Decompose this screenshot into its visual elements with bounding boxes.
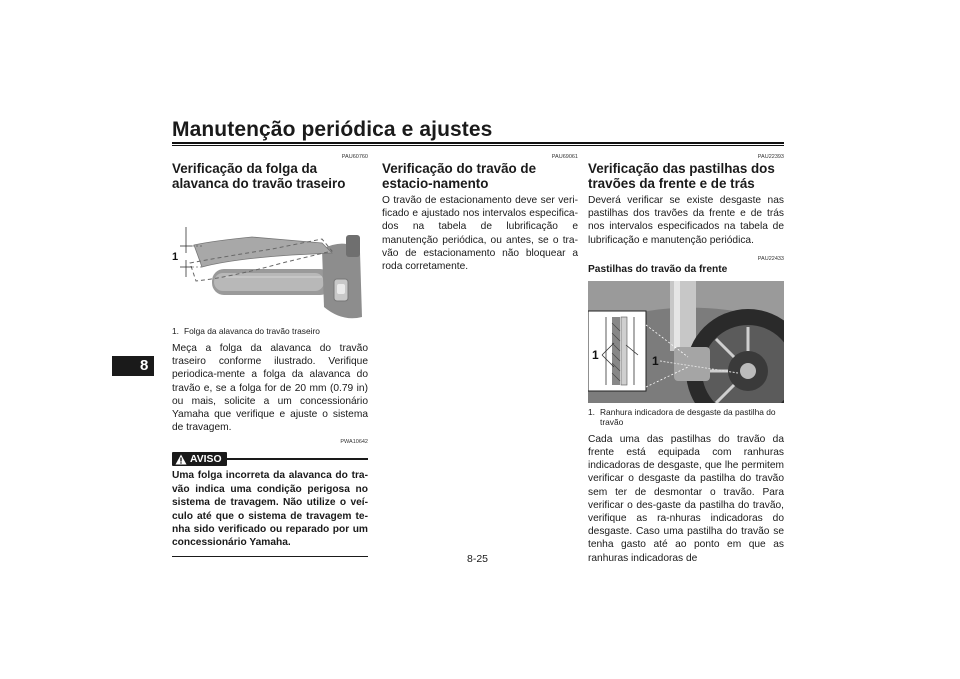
subsection-heading: Pastilhas do travão da frente [588, 263, 728, 275]
warning-triangle-icon [175, 454, 187, 465]
title-rule [172, 142, 784, 144]
reference-code: PAU22393 [757, 154, 784, 160]
section-heading: Verificação da folga da alavanca do travão traseiro [172, 161, 346, 191]
section-heading: Verificação do travão de estacio-namento [382, 161, 537, 191]
column-brake-pads [588, 153, 784, 565]
notice-code: PWA10642 [340, 439, 368, 446]
subsection-code: PAU22433 [757, 255, 784, 262]
reference-code: PAU69061 [551, 154, 578, 160]
reference-code: PAU60760 [341, 154, 368, 160]
caption-text: Folga da alavanca do travão traseiro [184, 326, 320, 336]
brake-lever-illustration [172, 197, 368, 322]
title-rule-thin [172, 145, 784, 146]
notice-header [172, 452, 368, 466]
figure-caption [172, 326, 368, 336]
notice-end-rule [172, 556, 368, 557]
figure-caption [588, 407, 784, 427]
column-parking-brake [382, 153, 578, 273]
body-paragraph: Deverá verificar se existe desgaste nas pastilhas dos travões da frente e de trás nos intervalos especificados na tabela de lubrificação e manutenção periódica. [588, 195, 784, 246]
body-paragraph: Meça a folga da alavanca do travão traseiro conforme ilustrado. Verifique periodica-mente a folga da alavanca do travão e, se a folga for de 20 mm (0.79 in) ou mais, solicite a um concessionário Yamaha que verifique e ajuste o sistema de travagem. [172, 343, 368, 434]
section-heading: Verificação das pastilhas dos travões da frente e de trás [588, 161, 775, 191]
page-title: Manutenção periódica e ajustes [172, 118, 493, 141]
figure-callout-left: 1 [592, 347, 599, 362]
caption-number: 1. [172, 326, 179, 336]
body-paragraph-2: Cada uma das pastilhas do travão da frente está equipada com ranhuras indicadoras de desgaste, que lhe permitem verificar o desgaste da pastilha do travão sem ter de desmontar o travão. Para verificar o des-gaste da pastilha do travão, verifique as ra-nhuras indicadoras do desgaste. Caso uma pastilha do travão se tenha gasto até ao ponto em que as ranhuras indicadoras de [588, 433, 784, 564]
notice-text: Uma folga incorreta da alavanca do tra-vão indica uma condição perigosa no sistema de travagem. Não utilize o veí-culo até que o sistema de travagem te-nha sido verificado ou reparado por um concessionário Yamaha. [172, 470, 368, 549]
body-paragraph: O travão de estacionamento deve ser veri-ficado e ajustado nos intervalos especifica-dos na tabela de lubrificação e manutenção periódica, ou antes, se o tra-vão de estacionamento não bloquear a roda corretamente. [382, 195, 578, 273]
notice-rule [227, 458, 368, 460]
caption-number: 1. [588, 406, 595, 417]
figure-callout-1: 1 [172, 251, 179, 263]
front-brake-pad-photo [588, 281, 784, 403]
page-number: 8-25 [467, 553, 489, 565]
chapter-number: 8 [140, 357, 149, 374]
aviso-label: AVISO [190, 453, 222, 465]
caption-text: Ranhura indicadora de desgaste da pastilha do travão [600, 406, 776, 427]
figure-callout-right: 1 [652, 353, 659, 368]
aviso-badge [172, 452, 227, 466]
column-rear-brake-lever [172, 153, 368, 557]
